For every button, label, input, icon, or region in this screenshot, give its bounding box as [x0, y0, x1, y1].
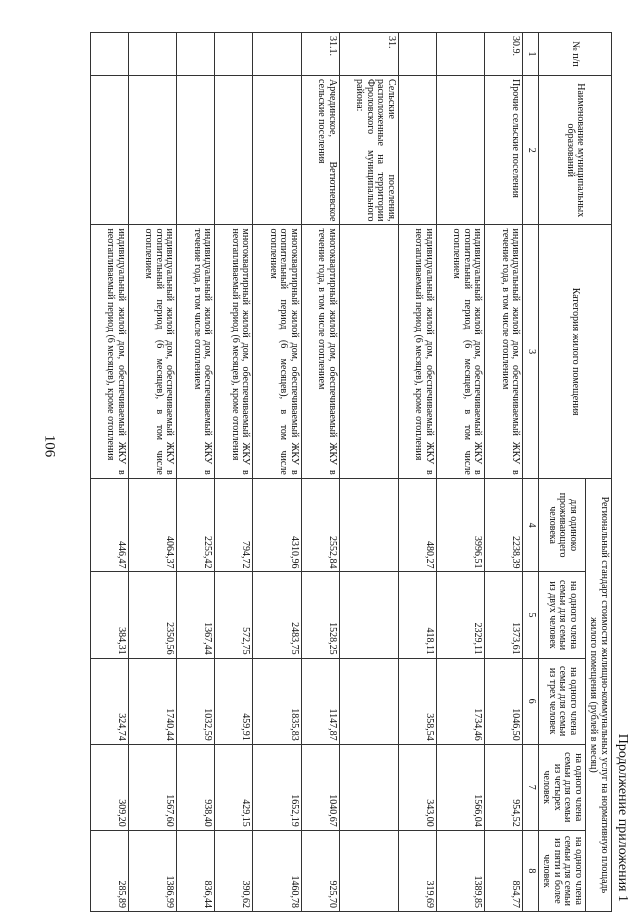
- row-value-four: 954,52: [485, 744, 523, 830]
- row-value-single: 2552,84: [302, 478, 340, 572]
- table-row: [399, 33, 437, 912]
- row-value-two: [340, 572, 399, 658]
- row-category: индивидуальный жилой дом, обеспечиваемый ЖКУ в отопительный период (6 месяцев), в том числе отоплением: [437, 225, 486, 478]
- row-value-single: 3996,51: [437, 478, 486, 572]
- row-value-four: 343,00: [399, 744, 437, 830]
- row-value-two: 572,75: [215, 572, 253, 658]
- table-row: [437, 33, 486, 912]
- header-category: Категория жилого помещения: [539, 225, 612, 478]
- row-value-three: 459,91: [215, 658, 253, 744]
- row-value-three: 1740,44: [129, 658, 178, 744]
- row-value-five: 854,77: [485, 830, 523, 911]
- row-value-five: 390,62: [215, 830, 253, 911]
- row-municipality: [177, 76, 215, 225]
- row-number: [215, 33, 253, 76]
- row-value-three: 1147,87: [302, 658, 340, 744]
- row-municipality: [399, 76, 437, 225]
- row-category: [340, 225, 399, 478]
- row-number: [437, 33, 486, 76]
- header-two: на одного члена семьи для семьи из двух человек: [539, 572, 586, 658]
- continuation-title: Продолжение приложения 1: [615, 733, 630, 902]
- column-number-row: [523, 33, 539, 912]
- header-four: на одного члена семьи для семьи из четырех человек: [539, 744, 586, 830]
- row-municipality: Арчединское, Ветютневское сельские поселения: [302, 76, 340, 225]
- row-municipality: [437, 76, 486, 225]
- rotated-page-content: [10, 32, 630, 912]
- table-row: [91, 33, 129, 912]
- row-value-three: 1046,50: [485, 658, 523, 744]
- row-value-five: 925,70: [302, 830, 340, 911]
- table-row: [302, 33, 340, 912]
- row-value-four: 1566,04: [437, 744, 486, 830]
- row-value-three: 1835,83: [253, 658, 302, 744]
- header-municipality: Наименование муниципальных образований: [539, 76, 612, 225]
- row-municipality: Прочие сельские поселения: [485, 76, 523, 225]
- row-value-four: 1040,67: [302, 744, 340, 830]
- row-value-single: [340, 478, 399, 572]
- table-body: [91, 33, 524, 912]
- row-value-four: 938,40: [177, 744, 215, 830]
- row-value-single: 4064,37: [129, 478, 178, 572]
- row-category: индивидуальный жилой дом, обеспечиваемый ЖКУ в отопительный период (6 месяцев), в том числе отоплением: [129, 225, 178, 478]
- row-municipality: [129, 76, 178, 225]
- row-number: [129, 33, 178, 76]
- row-value-single: 480,27: [399, 478, 437, 572]
- row-value-five: 319,69: [399, 830, 437, 911]
- row-value-three: 324,74: [91, 658, 129, 744]
- row-category: индивидуальный жилой дом, обеспечиваемый ЖКУ в неотапливаемый период (6 месяцев), кроме отопления: [91, 225, 129, 478]
- row-municipality: [215, 76, 253, 225]
- housing-cost-standard-table: [90, 32, 612, 912]
- page-number: 106: [41, 434, 58, 458]
- row-value-four: 309,20: [91, 744, 129, 830]
- column-number: 2: [523, 76, 539, 225]
- header-standard: Региональный стандарт стоимости жилищно-коммунальных услуг на нормативную площадь жилого помещения (рублей в месяц): [586, 478, 612, 911]
- table-row: [177, 33, 215, 912]
- row-number: [399, 33, 437, 76]
- row-number: 31.1.: [302, 33, 340, 76]
- row-category: многоквартирный жилой дом, обеспечиваемый ЖКУ в отопительный период (6 месяцев), в том числе отоплением: [253, 225, 302, 478]
- row-value-two: 2350,56: [129, 572, 178, 658]
- table-row: [215, 33, 253, 912]
- row-value-five: 836,44: [177, 830, 215, 911]
- table-row: [253, 33, 302, 912]
- row-value-two: 1528,25: [302, 572, 340, 658]
- row-number: [177, 33, 215, 76]
- row-number: [253, 33, 302, 76]
- row-value-single: 446,47: [91, 478, 129, 572]
- row-municipality: [253, 76, 302, 225]
- row-value-five: 1386,99: [129, 830, 178, 911]
- column-number: 1: [523, 33, 539, 76]
- row-category: многоквартирный жилой дом, обеспечиваемый ЖКУ в неотапливаемый период (6 месяцев), кроме отопления: [215, 225, 253, 478]
- row-value-three: 1032,59: [177, 658, 215, 744]
- row-municipality: [91, 76, 129, 225]
- column-number: 5: [523, 572, 539, 658]
- row-municipality: Сельские поселения, расположенные на территории Фроловского муниципального района:: [340, 76, 399, 225]
- row-number: [91, 33, 129, 76]
- column-number: 6: [523, 658, 539, 744]
- row-value-single: 794,72: [215, 478, 253, 572]
- row-value-three: 1734,46: [437, 658, 486, 744]
- row-value-five: [340, 830, 399, 911]
- header-three: на одного члена семьи для семьи из трех человек: [539, 658, 586, 744]
- column-number: 3: [523, 225, 539, 478]
- row-value-single: 2238,39: [485, 478, 523, 572]
- row-number: 31.: [340, 33, 399, 76]
- header-single: для одиноко проживающего человека: [539, 478, 586, 572]
- row-category: индивидуальный жилой дом, обеспечиваемый ЖКУ в течение года, в том числе отоплением: [485, 225, 523, 478]
- row-value-four: [340, 744, 399, 830]
- table-row: [129, 33, 178, 912]
- table-row: [485, 33, 523, 912]
- row-value-two: 384,31: [91, 572, 129, 658]
- row-value-four: 1652,19: [253, 744, 302, 830]
- table-row: [340, 33, 399, 912]
- row-value-two: 1367,44: [177, 572, 215, 658]
- row-value-single: 4310,96: [253, 478, 302, 572]
- header-num: № п/п: [539, 33, 612, 76]
- row-number: 30.9.: [485, 33, 523, 76]
- row-value-five: 285,89: [91, 830, 129, 911]
- header-five: на одного члена семьи для семьи из пяти и более человек: [539, 830, 586, 911]
- row-value-two: 418,11: [399, 572, 437, 658]
- row-value-two: 1373,61: [485, 572, 523, 658]
- row-value-five: 1389,85: [437, 830, 486, 911]
- row-category: индивидуальный жилой дом, обеспечиваемый ЖКУ в течение года, в том числе отоплением: [177, 225, 215, 478]
- row-value-four: 429,15: [215, 744, 253, 830]
- row-value-three: [340, 658, 399, 744]
- column-number: 8: [523, 830, 539, 911]
- row-value-three: 358,54: [399, 658, 437, 744]
- row-category: многоквартирный жилой дом, обеспечиваемый ЖКУ в течение года, в том числе отоплением: [302, 225, 340, 478]
- row-value-two: 2329,11: [437, 572, 486, 658]
- row-category: индивидуальный жилой дом, обеспечиваемый ЖКУ в неотапливаемый период (6 месяцев), кроме отопления: [399, 225, 437, 478]
- column-number: 4: [523, 478, 539, 572]
- row-value-four: 1567,60: [129, 744, 178, 830]
- row-value-single: 2255,42: [177, 478, 215, 572]
- column-number: 7: [523, 744, 539, 830]
- row-value-five: 1460,78: [253, 830, 302, 911]
- row-value-two: 2483,75: [253, 572, 302, 658]
